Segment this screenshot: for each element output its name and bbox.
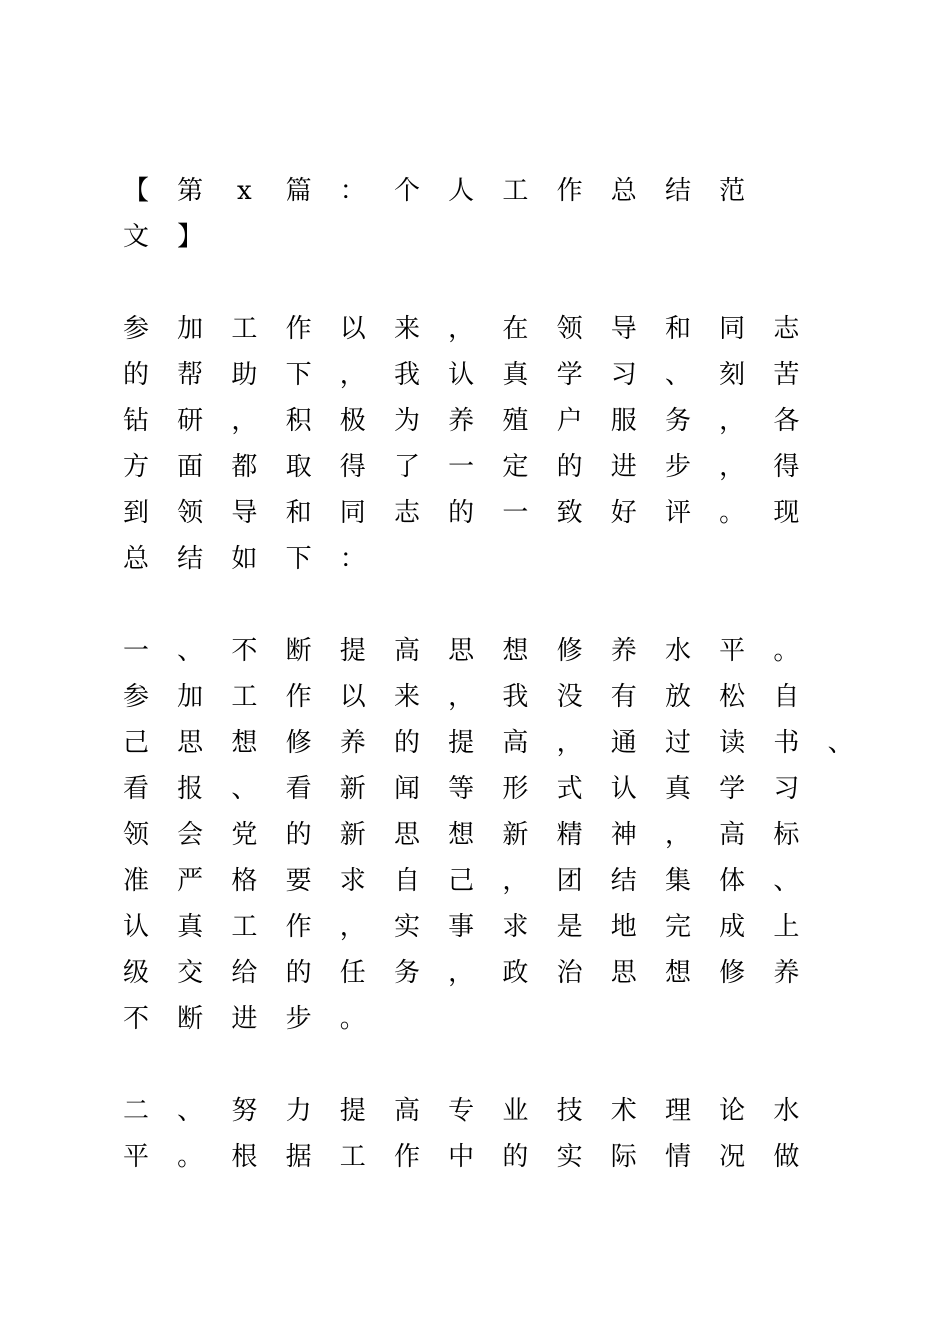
text-line: 的 帮 助 下 ， 我 认 真 学 习 、 刻 苦 — [136, 352, 856, 398]
blank-line — [136, 260, 856, 306]
text-line: 级 交 给 的 任 务 ， 政 治 思 想 修 养 — [136, 950, 856, 996]
text-line: 二 、 努 力 提 高 专 业 技 术 理 论 水 — [136, 1088, 856, 1134]
text-line: 认 真 工 作 ， 实 事 求 是 地 完 成 上 — [136, 904, 856, 950]
text-line: 己 思 想 修 养 的 提 高 ， 通 过 读 书 、 — [136, 720, 856, 766]
text-line: 领 会 党 的 新 思 想 新 精 神 ， 高 标 — [136, 812, 856, 858]
text-line: 文 】 — [136, 214, 856, 260]
text-line: 方 面 都 取 得 了 一 定 的 进 步 ， 得 — [136, 444, 856, 490]
text-line: 准 严 格 要 求 自 己 ， 团 结 集 体 、 — [136, 858, 856, 904]
text-line: 看 报 、 看 新 闻 等 形 式 认 真 学 习 — [136, 766, 856, 812]
blank-line — [136, 582, 856, 628]
text-line: 参 加 工 作 以 来 ， 我 没 有 放 松 自 — [136, 674, 856, 720]
text-line: 总 结 如 下 ： — [136, 536, 856, 582]
text-line: 平 。 根 据 工 作 中 的 实 际 情 况 做 — [136, 1134, 856, 1180]
text-line: 不 断 进 步 。 — [136, 996, 856, 1042]
blank-line — [136, 1042, 856, 1088]
text-line: 参 加 工 作 以 来 ， 在 领 导 和 同 志 — [136, 306, 856, 352]
text-line: 【 第 x 篇 ： 个 人 工 作 总 结 范 — [136, 168, 856, 214]
text-line: 到 领 导 和 同 志 的 一 致 好 评 。 现 — [136, 490, 856, 536]
text-line: 钻 研 ， 积 极 为 养 殖 户 服 务 ， 各 — [136, 398, 856, 444]
text-line: 一 、 不 断 提 高 思 想 修 养 水 平 。 — [136, 628, 856, 674]
